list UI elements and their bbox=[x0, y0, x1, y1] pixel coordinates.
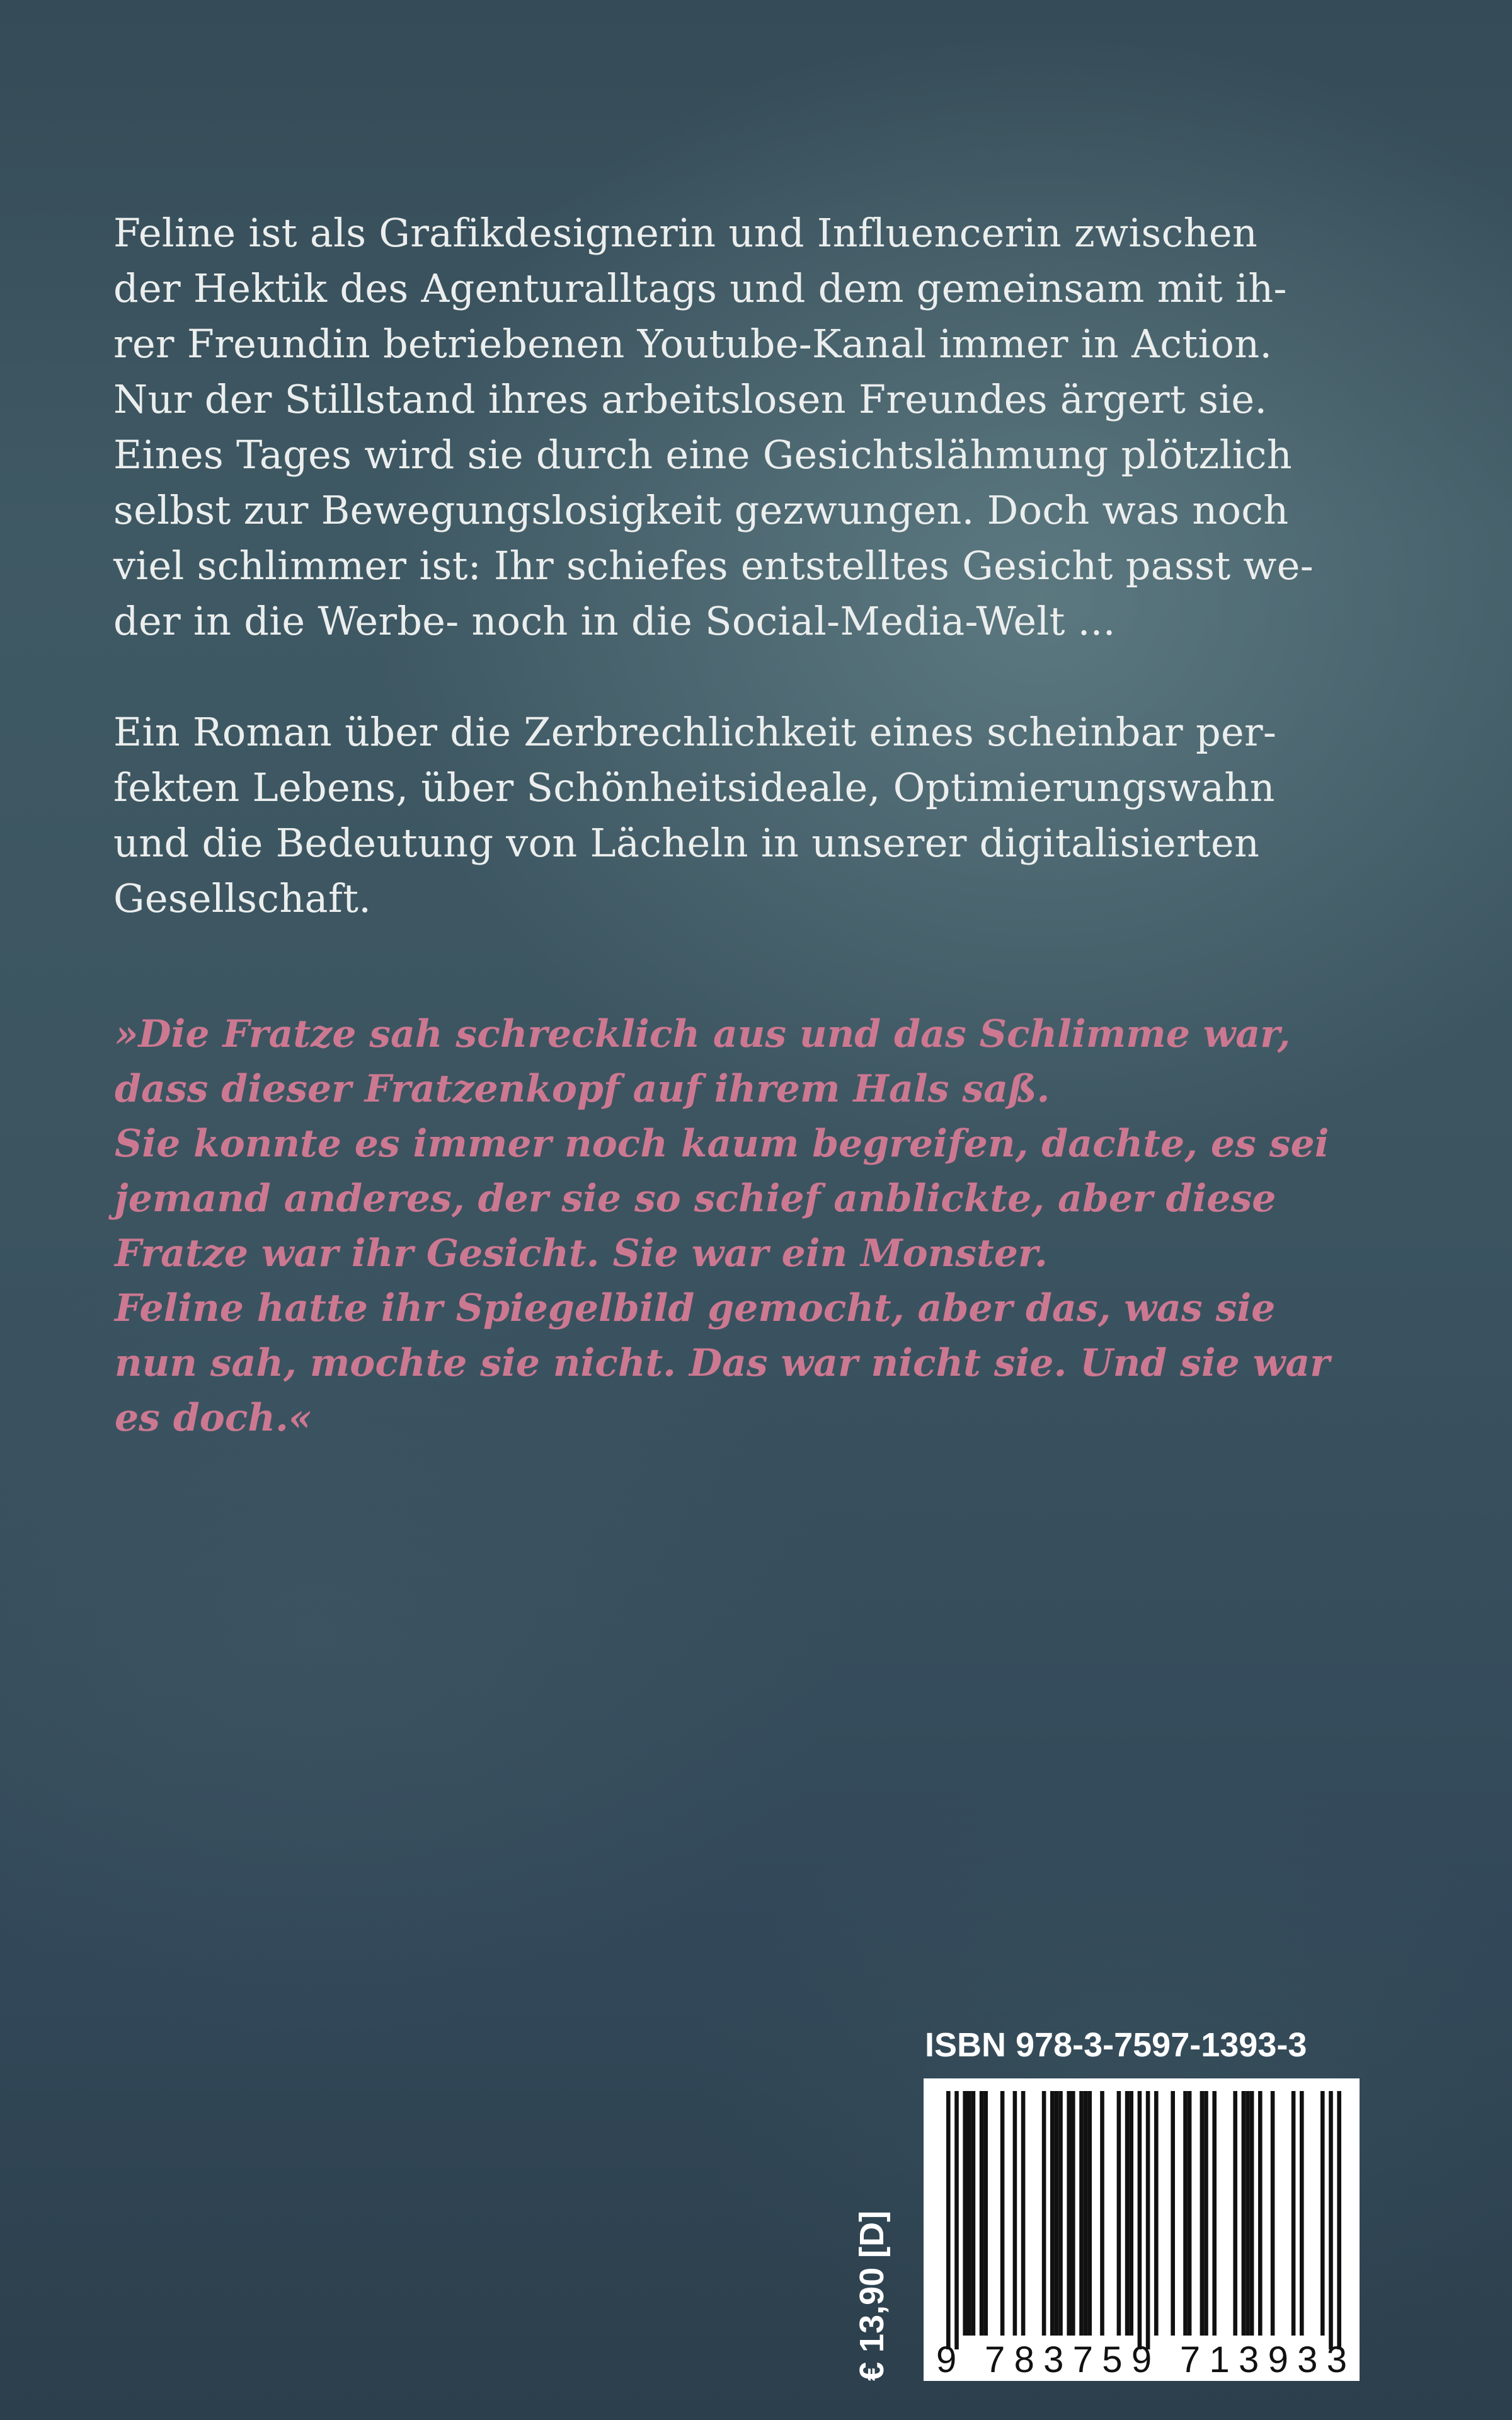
barcode-bar bbox=[1067, 2091, 1071, 2336]
blurb-line: Feline ist als Grafikdesignerin und Influencerin zwischen bbox=[113, 210, 1258, 256]
barcode-bar bbox=[1055, 2091, 1059, 2336]
barcode-bar bbox=[1084, 2091, 1088, 2336]
barcode-bar bbox=[1292, 2091, 1296, 2336]
barcode-bar bbox=[1204, 2091, 1208, 2336]
barcode-bar bbox=[1258, 2091, 1263, 2336]
barcode-bar bbox=[1233, 2091, 1237, 2336]
barcode-bar bbox=[954, 2091, 959, 2349]
barcode-graphic bbox=[924, 2078, 1360, 2381]
barcode-bar bbox=[1058, 2091, 1063, 2336]
barcode-bar bbox=[1246, 2091, 1250, 2336]
barcode-bar bbox=[980, 2091, 984, 2336]
barcode-bar bbox=[1013, 2091, 1017, 2336]
barcode-bar bbox=[1000, 2091, 1005, 2336]
barcode-bar bbox=[1188, 2091, 1192, 2336]
barcode-bar bbox=[967, 2091, 971, 2336]
barcode-bar bbox=[1183, 2091, 1188, 2336]
quote-line: Sie konnte es immer noch kaum begreifen, dachte, es sei bbox=[115, 1122, 1329, 1166]
barcode-bar bbox=[1021, 2091, 1026, 2336]
blurb-line: Ein Roman über die Zerbrechlichkeit eines scheinbar per- bbox=[113, 709, 1277, 755]
quote-line: nun sah, mochte sie nicht. Das war nicht sie. Und sie war bbox=[115, 1341, 1330, 1385]
barcode-bar bbox=[1125, 2091, 1130, 2336]
barcode-bar bbox=[1087, 2091, 1092, 2336]
quote-line: Fratze war ihr Gesicht. Sie war ein Monster. bbox=[115, 1231, 1048, 1276]
barcode-bar bbox=[1146, 2091, 1150, 2349]
barcode-bar bbox=[1050, 2091, 1055, 2336]
blurb-line: der in die Werbe- noch in die Social-Media-Welt ... bbox=[113, 598, 1116, 644]
barcode-bar bbox=[1200, 2091, 1205, 2336]
barcode bbox=[924, 2078, 1360, 2381]
blurb-line: Nur der Stillstand ihres arbeitslosen Freundes ärgert sie. bbox=[113, 376, 1268, 422]
blurb-paragraph-1 bbox=[113, 205, 1367, 649]
barcode-bars bbox=[946, 2091, 1341, 2349]
blurb-line: viel schlimmer ist: Ihr schiefes entstelltes Gesicht passt we- bbox=[113, 543, 1314, 589]
barcode-bar bbox=[971, 2091, 976, 2336]
blurb-line: Gesellschaft. bbox=[113, 875, 372, 921]
barcode-bar bbox=[1071, 2091, 1075, 2336]
barcode-bar bbox=[1138, 2091, 1142, 2349]
barcode-bar bbox=[1154, 2091, 1159, 2336]
barcode-bar bbox=[1329, 2091, 1333, 2349]
quote-line: dass dieser Fratzenkopf auf ihrem Hals saß. bbox=[115, 1067, 1050, 1111]
price-label: € 13,90 [D] bbox=[853, 2210, 891, 2381]
barcode-bar bbox=[1271, 2091, 1275, 2336]
blurb-line: Eines Tages wird sie durch eine Gesichtslähmung plötzlich bbox=[113, 432, 1292, 478]
blurb-line: selbst zur Bewegungslosigkeit gezwungen. Doch was noch bbox=[113, 487, 1289, 533]
barcode-bar bbox=[1100, 2091, 1104, 2336]
barcode-bar bbox=[1242, 2091, 1246, 2336]
barcode-bar bbox=[1320, 2091, 1325, 2336]
blurb-line: fekten Lebens, über Schönheitsideale, Optimierungswahn bbox=[113, 764, 1275, 810]
barcode-bar bbox=[1300, 2091, 1304, 2336]
barcode-bar bbox=[1079, 2091, 1084, 2336]
barcode-bar bbox=[1171, 2091, 1175, 2336]
quote-line: Feline hatte ihr Spiegelbild gemocht, aber das, was sie bbox=[115, 1286, 1276, 1330]
barcode-bar bbox=[983, 2091, 988, 2336]
barcode-bar bbox=[1042, 2091, 1046, 2336]
barcode-bar bbox=[1129, 2091, 1133, 2336]
barcode-bar bbox=[1250, 2091, 1254, 2336]
barcode-bar bbox=[946, 2091, 951, 2349]
quote-line: »Die Fratze sah schrecklich aus und das Schlimme war, bbox=[115, 1012, 1291, 1056]
isbn-label: ISBN 978-3-7597-1393-3 bbox=[925, 2026, 1307, 2064]
barcode-digits: 9 783759 713933 bbox=[936, 2339, 1347, 2380]
blurb-paragraph-2 bbox=[113, 705, 1367, 926]
blurb-line: rer Freundin betriebenen Youtube-Kanal immer in Action. bbox=[113, 321, 1273, 367]
barcode-bar bbox=[1117, 2091, 1121, 2336]
barcode-bar bbox=[963, 2091, 967, 2336]
blurb-line: und die Bedeutung von Lächeln in unserer digitalisierten bbox=[113, 820, 1260, 866]
blurb-line: der Hektik des Agenturalltags und dem gemeinsam mit ih- bbox=[113, 265, 1287, 311]
excerpt-quote bbox=[115, 1007, 1367, 1446]
quote-line: es doch.« bbox=[115, 1396, 312, 1440]
barcode-bar bbox=[1337, 2091, 1341, 2349]
quote-line: jemand anderes, der sie so schief anblickte, aber diese bbox=[115, 1177, 1276, 1221]
barcode-bar bbox=[1212, 2091, 1217, 2336]
